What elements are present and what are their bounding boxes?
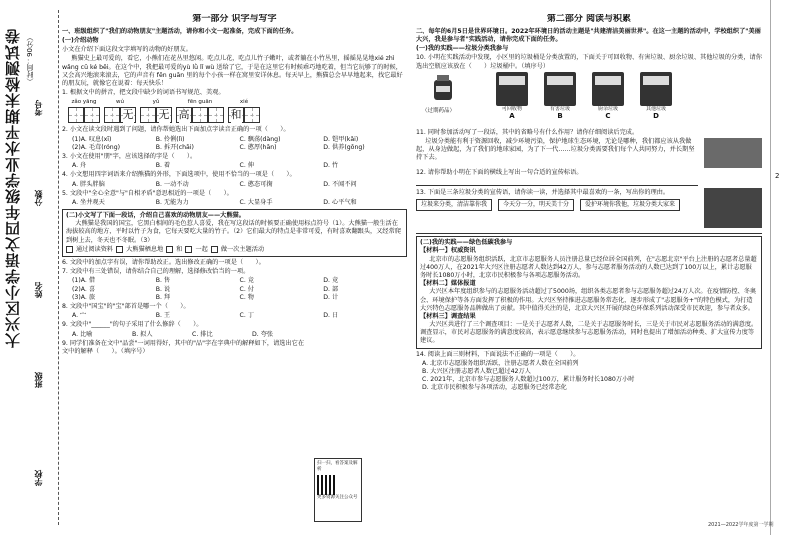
- material-1-text: 北京市的志愿服务组织活跃，北京市志愿服务人员注册总量已经位居全国前列，在"志愿北京"平台上注册的志愿者总量超过400万人，在2021年大兴区注册志愿者人数达到42万人，参与志愿者服务活动的人数已达到了100万以上，累计志愿服务时长1080万小时，北京市民积极参与各项志愿服务活动。: [420, 255, 757, 279]
- option[interactable]: (2)A. 喜: [72, 285, 96, 293]
- bin-recyclable[interactable]: [496, 72, 528, 122]
- bin-name: 可回收物: [501, 105, 522, 112]
- label-class: 班级: [34, 372, 43, 388]
- writing-cell[interactable]: [104, 107, 120, 123]
- photo-street: [704, 188, 762, 228]
- option[interactable]: C. 竞: [239, 277, 254, 285]
- subsection-practice-2: (二)我的实践——绿色低碳我参与: [420, 239, 513, 247]
- option[interactable]: D. 供养(gōng): [323, 143, 365, 151]
- material-3-title: 【材料三】调查结果: [420, 312, 476, 320]
- phrase-option[interactable]: 垃圾来分类，清洁靠你我: [416, 199, 492, 211]
- section-intro: 一、班级组织了"我们的动物朋友"主题活动，请你和小文一起准备，完成下面的任务。: [62, 27, 298, 35]
- option[interactable]: A. 比喻: [72, 330, 93, 338]
- option[interactable]: B. 拟人: [132, 330, 153, 338]
- exam-title: 大兴区小学语文四年级学业水平期末检测试卷: [4, 28, 22, 348]
- option[interactable]: D. 心平气和: [323, 198, 357, 206]
- q11-block: [416, 138, 762, 168]
- question-1: 1. 根据文中的拼音，把文段中缺少的词语书写规范、美观。: [62, 89, 225, 97]
- trash-bin-icon: [544, 72, 576, 106]
- subsection-1: (一)介绍动物: [62, 37, 99, 45]
- option[interactable]: B. 一动不动: [155, 180, 189, 188]
- option[interactable]: B. 无能为力: [155, 198, 189, 206]
- option[interactable]: D. 夸张: [252, 330, 274, 338]
- checkbox[interactable]: [116, 246, 123, 253]
- pinyin-1: zǎo yāng: [71, 99, 97, 106]
- option[interactable]: C. 飘荡(dàng): [239, 135, 281, 143]
- grid-group-2: [104, 99, 136, 123]
- checkbox-label: 做一次主题活动: [220, 245, 265, 253]
- phrase-option[interactable]: 爱护环境你我他，垃圾分类大家来: [580, 199, 680, 211]
- option[interactable]: (2)A. 毛茸(róng): [72, 143, 121, 151]
- option[interactable]: (1)A. 叹息(xī): [72, 135, 112, 143]
- question-7: 7. 文段中有三处错误，请你结合自己的理解，选择修改恰当的一项。: [62, 268, 250, 276]
- writing-cell[interactable]: [208, 107, 224, 123]
- label-name: 姓名: [34, 282, 43, 298]
- exam-time-note: （时间：90分）: [26, 34, 34, 85]
- binding-line: [58, 10, 59, 525]
- qr-note: 更多资源关注公众号: [317, 494, 358, 500]
- option[interactable]: C. 憨态可掬: [239, 180, 273, 188]
- option[interactable]: B. 拜: [155, 293, 171, 301]
- option[interactable]: B. 王: [155, 312, 171, 320]
- question-6: 6. 文段中的加点字有误，请你帮助改正。选出修改正确的一项是（ ）。: [62, 259, 265, 266]
- option[interactable]: D. 铠甲(kǎi): [323, 135, 359, 143]
- question-2-options: [72, 136, 407, 152]
- option[interactable]: A. 宀: [72, 312, 87, 320]
- option[interactable]: C. 憨厚(hān): [239, 143, 277, 151]
- option[interactable]: B. 伶俐(lì): [155, 135, 185, 143]
- qr-caption: 扫一扫，看答案及解析: [317, 461, 358, 472]
- question-4: 4. 小文想用四字词语来介绍熊猫的外形，下面选项中，使用不恰当的一项是（ ）。: [62, 171, 296, 179]
- footer-text: 2021—2022学年度第一学期: [708, 522, 774, 528]
- question-14: 14. 阅读上面三则材料，下面说法不正确的一项是（ ）。: [416, 350, 580, 358]
- bin-label: A: [509, 112, 515, 121]
- checkbox-label: 通过阅读资料: [76, 245, 114, 253]
- option[interactable]: D. 不闻不问: [323, 180, 357, 188]
- trash-bin-icon: [640, 72, 672, 106]
- grid-char-cell: 高: [176, 107, 192, 123]
- bins-area: [416, 72, 762, 128]
- option[interactable]: D. 竟: [323, 277, 339, 285]
- phrase-option[interactable]: 今天分一分，明天美十分: [498, 199, 574, 211]
- question-8: 8. 文段中"国宝"的"宝"部首是哪一个（ ）。: [62, 302, 190, 310]
- option[interactable]: A. 胖头胖脑: [72, 180, 105, 188]
- grid-group-5: [228, 99, 260, 123]
- answer-line[interactable]: [416, 228, 762, 234]
- option[interactable]: C. 伸: [239, 162, 254, 170]
- question-8-options: [72, 312, 407, 320]
- option[interactable]: C. 排比: [192, 330, 213, 338]
- subsection-1-text: 小文在介绍下面这段文字填写的动物的好朋友。: [62, 46, 192, 54]
- q13-block: [416, 188, 762, 228]
- question-10: 9. 同学们准备在文中"品尝"一词用得好，其中的"品"字在字典中的解释如下，请选出它在文中的解释（ ）。（填序号）: [62, 339, 305, 355]
- subsection-practice-1: (一)我的实践——垃圾分类我参与: [416, 45, 509, 53]
- question-9-options: [72, 331, 312, 339]
- checkbox-line: [66, 246, 403, 254]
- sidebar: [0, 0, 68, 535]
- bin-name: 其他垃圾: [645, 105, 666, 112]
- checkbox-label: 和: [176, 245, 183, 253]
- medicine-bottle-icon: [426, 74, 462, 104]
- answer-line[interactable]: [416, 178, 698, 186]
- question-4-options: [72, 181, 407, 189]
- q11-passage: 垃圾分类能有利于资源回收，减少环境污染，保护地球生态环境，无论是哪种，我们都应该从我做起，从身边做起，为了我们的地球家园，为了下一代……垃圾分类需要我们每个人共同努力，并长期坚持下去。: [416, 138, 695, 162]
- part2-title: 第二部分 阅读与积累: [546, 14, 632, 24]
- option[interactable]: C. 丁: [239, 312, 254, 320]
- checkbox[interactable]: [211, 246, 218, 253]
- checkbox[interactable]: [166, 246, 173, 253]
- option[interactable]: B. 大兴区注册志愿者人数已超过42万人: [422, 368, 531, 375]
- option[interactable]: B. 着: [155, 162, 171, 170]
- option[interactable]: C. 2021年，北京市参与志愿服务人数超过100万，累计服务时长1080万小时: [422, 376, 635, 384]
- question-5: 5. 文段中"全心全意"与"自相矛盾"意思相近的一项是（ ）。: [62, 189, 233, 197]
- next-page-edge: [770, 0, 794, 535]
- bin-name: 有害垃圾: [549, 105, 570, 112]
- phrase-row: [416, 199, 700, 211]
- material-2-title: 【材料二】媒体报道: [420, 280, 476, 288]
- question-2: 2. 小文在读文段时遇到了问题，请你帮她选出下面加点字读音正确的一项（ ）。: [62, 126, 290, 134]
- subsection-practice-2-box: [416, 236, 762, 348]
- question-3-options: [72, 162, 407, 170]
- bin-name: 厨余垃圾: [597, 105, 618, 112]
- bin-label: C: [605, 112, 611, 121]
- question-13: 13. 下面是三条垃圾分类的宣传语，请你读一读，并选择其中最喜欢的一条，写出你的理由。: [416, 189, 670, 197]
- grid-group-1: [68, 99, 100, 123]
- writing-cell[interactable]: [84, 107, 100, 123]
- option[interactable]: B. 拆开(chāi): [155, 143, 194, 151]
- bin-other[interactable]: [640, 72, 672, 122]
- option[interactable]: D. 竹: [323, 162, 339, 170]
- option[interactable]: A. 坐井观天: [72, 198, 105, 206]
- option[interactable]: A. 北京市志愿服务组织活跃，注册志愿者人数在全国前列: [422, 359, 579, 367]
- writing-cell[interactable]: [68, 107, 84, 123]
- checkbox-label: 一起: [195, 245, 208, 253]
- grid-char-cell: 无: [120, 107, 136, 123]
- option[interactable]: (1)A. 借: [72, 277, 96, 285]
- label-score: 分数: [34, 190, 43, 206]
- option[interactable]: D. 北京市民积极参与各项活动，志愿服务已经常态化: [422, 384, 567, 392]
- pinyin-4: fēn guān: [187, 99, 213, 106]
- question-12: 12. 请你帮助小明在下面的横线上写出一句合适的宣传标语。: [416, 169, 583, 176]
- left-column: [62, 14, 407, 529]
- subsection-2-box: [62, 209, 407, 257]
- reading-passage: 熊猫史上最可爱的，看它，小熊们在花丛里悠闲。吃点儿花，吃点儿竹子嫩叶，或者躺在小竹丛里，摇摇晃晃地xié zhì wǎng cū ké bēi。在这个中，我把最可爱的yù lǜ lǐ wù 送给了它，于是在这里它有时候乖巧地吃着，但当它玩够了的时候，又会高兴地滚来滚去，它的声音有 fēn guān 里的每个小孩一样在窝里安详休息。每天早上，熊猫总会早早地起来，找它最好的朋友玩，就像它在说着：每天快乐！: [62, 55, 403, 87]
- grid-group-4: [176, 99, 224, 123]
- qr-code-icon[interactable]: [317, 475, 337, 495]
- bin-hazardous[interactable]: [544, 72, 576, 122]
- question-5-options: [72, 199, 407, 207]
- bin-label: B: [557, 112, 563, 121]
- pinyin-2: wú: [116, 99, 124, 106]
- bottle-caption: （过期药品）: [422, 107, 456, 114]
- label-exam-number: 考号: [34, 100, 43, 116]
- checkbox-label: 大熊猫栖息地: [126, 245, 164, 253]
- option[interactable]: C. 大显身手: [239, 198, 273, 206]
- question-10-right: 10. 小明在实践活动中发现，小区里的垃圾桶是分类放置的，下面关于可回收物、有害垃圾、厨余垃圾、其他垃圾的分类，请你选出空瓶应该放在（ ）垃圾桶中。（填序号）: [416, 54, 762, 70]
- grid-group-3: [140, 99, 172, 123]
- question-14-options: [422, 360, 762, 393]
- right-column: [416, 14, 762, 529]
- question-7-options: [72, 277, 407, 302]
- pinyin-5: xié: [239, 99, 249, 106]
- trash-bin-icon: [592, 72, 624, 106]
- trash-bin-icon: [496, 72, 528, 106]
- question-11: 11. 同时参加活动写了一段话，其中的省略号有什么作用？请你仔细阅读后完成。: [416, 128, 639, 136]
- option[interactable]: (3)A. 旅: [72, 293, 96, 301]
- label-school: 学校: [34, 470, 43, 486]
- question-3: 3. 小文在使用"朋"字，应该选择的字是（ ）。: [62, 152, 197, 160]
- option[interactable]: D. 计: [323, 293, 339, 301]
- photo-children: [704, 138, 762, 168]
- writing-cell[interactable]: [244, 107, 260, 123]
- section-2-intro: 二、每年的6月5日是世界环境日。2022年环境日的活动主题是"共建清洁美丽世界"。在这一主题的活动中，学校组织了"美丽大兴，我是参与者"实践活动，请你完成下面的任务。: [416, 27, 761, 44]
- qr-code-box: [314, 458, 362, 522]
- checkbox[interactable]: [66, 246, 73, 253]
- grid-char-cell: 无: [156, 107, 172, 123]
- checkbox[interactable]: [185, 246, 192, 253]
- option[interactable]: D. 日: [323, 312, 339, 320]
- question-9: 9. 文段中"______"的句子采用了什么修辞（ ）。: [62, 321, 203, 329]
- subsection-2-text: 大熊猫是我国的国宝，它黑白相间的毛色惹人喜爱，我在写这段话的时候要正确使用标点符号（1）。大熊猫一般生活在海拔较高的地方，平时以竹子为食，它每天要吃大量的竹子。（2）它们最大的特点是非常可爱，有时喜欢翻跟头，又经常爬到树上去，冬天也不冬眠。（3）: [66, 220, 401, 244]
- bin-kitchen[interactable]: [592, 72, 624, 122]
- option[interactable]: C. 付: [239, 285, 254, 293]
- option[interactable]: B. 售: [155, 277, 171, 285]
- material-1-title: 【材料一】权威资讯: [420, 247, 476, 255]
- bin-row: [496, 72, 672, 122]
- option[interactable]: C. 物: [239, 293, 254, 301]
- option[interactable]: A. 舟: [72, 162, 87, 170]
- bin-label: D: [653, 112, 659, 121]
- part1-title: 第一部分 识字与写字: [192, 14, 277, 24]
- grid-char-cell: 和: [228, 107, 244, 123]
- subsection-2: (二)小文写了下面一段话，介绍自己喜欢的动物朋友——大熊猫。: [66, 212, 245, 220]
- pinyin-3: yǔ: [152, 99, 160, 106]
- writing-cell[interactable]: [140, 107, 156, 123]
- option[interactable]: D. 部: [323, 285, 339, 293]
- option[interactable]: B. 说: [155, 285, 171, 293]
- page-number: 2: [775, 172, 780, 180]
- material-3-text: 大兴区共进行了三个调查项目：一是关于志愿者人数，二是关于志愿服务时长，三是关于市民对志愿服务活动的满意度。调查显示，市民对志愿服务的满意度较高，表示愿意继续参与志愿服务活动，同时也提出了增加活动种类、扩大宣传力度等建议。: [420, 321, 758, 345]
- material-2-text: 大兴区本年度组织参与的志愿服务活动超过了5000场，组织各类志愿者参与志愿服务超过24万人次。在疫情防控、冬奥会、环境保护等各方面发挥了积极的作用。大兴区坚持推进志愿服务常态化，逐步形成了"志愿服务+"的特色模式，为打造大兴特色志愿服务品牌做出了贡献。其中值得关注的是，北京大兴区开展的绿色环保系列活动深受市民欢迎，参与者众多。: [420, 288, 757, 312]
- writing-grid: [68, 99, 407, 123]
- writing-cell[interactable]: [192, 107, 208, 123]
